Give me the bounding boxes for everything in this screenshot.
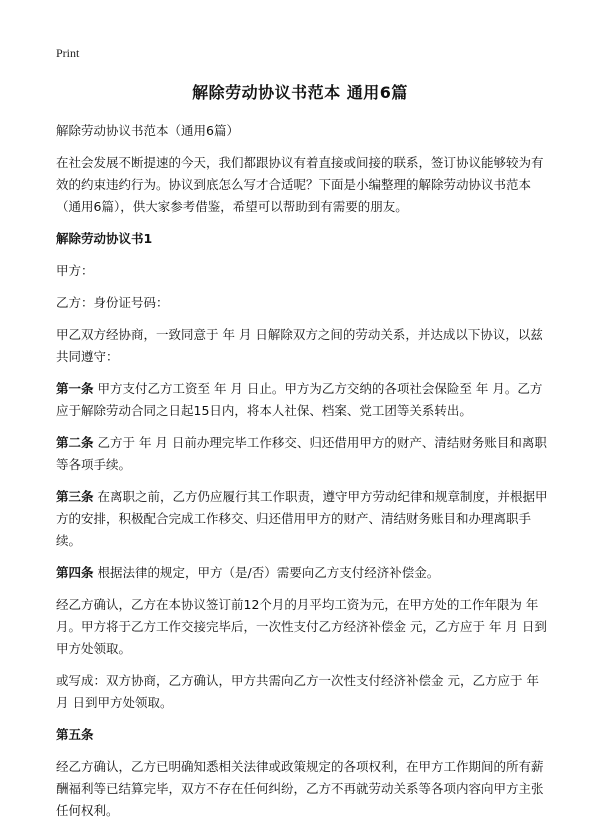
article-5-heading: 第五条 bbox=[56, 727, 94, 742]
article-5-paragraph: 经乙方确认，乙方已明确知悉相关法律或政策规定的各项权利，在甲方工作期间的所有薪酬福利等已结算完毕，双方不存在任何纠纷，乙方不再就劳动关系等各项内容向甲方主张任何权利。 bbox=[56, 759, 544, 818]
intro-paragraph: 在社会发展不断提速的今天，我们都跟协议有着直接或间接的联系，签订协议能够较为有效的约束违约行为。协议到底怎么写才合适呢？下面是小编整理的解除劳动协议书范本（通用6篇），供大家参考借鉴，希望可以帮助到有需要的朋友。 bbox=[56, 155, 544, 214]
article-3 bbox=[56, 486, 550, 552]
section-heading: 解除劳动协议书1 bbox=[56, 231, 153, 246]
article-4 bbox=[56, 562, 550, 584]
article-text: 根据法律的规定，甲方（是/否）需要向乙方支付经济补偿金。 bbox=[93, 565, 440, 580]
article-label: 第三条 bbox=[56, 489, 94, 504]
article-label: 第二条 bbox=[56, 435, 94, 450]
page-title: 解除劳动协议书范本 通用6篇 bbox=[192, 83, 408, 102]
party-b-line: 乙方：身份证号码： bbox=[56, 295, 169, 310]
article-label: 第一条 bbox=[56, 381, 94, 396]
article-1 bbox=[56, 378, 550, 422]
article-text: 乙方于 年 月 日前办理完毕工作移交、归还借用甲方的财产、清结财务账目和离职等各项手续。 bbox=[56, 435, 547, 472]
party-a-line: 甲方： bbox=[56, 263, 94, 278]
article-text: 甲方支付乙方工资至 年 月 日止。甲方为乙方交纳的各项社会保险至 年 月。乙方应于解除劳动合同之日起15日内，将本人社保、档案、党工团等关系转出。 bbox=[56, 381, 543, 418]
compensation-paragraph: 经乙方确认，乙方在本协议签订前12个月的月平均工资为元，在甲方处的工作年限为 年 月。甲方将于乙方工作交接完毕后，一次性支付乙方经济补偿金 元，乙方应于 年 月 日到甲方处领取。 bbox=[56, 597, 547, 656]
article-2 bbox=[56, 432, 550, 476]
print-link[interactable]: Print bbox=[56, 46, 80, 60]
document-body bbox=[56, 120, 550, 832]
agreement-intro-paragraph: 甲乙双方经协商，一致同意于 年 月 日解除双方之间的劳动关系，并达成以下协议，以兹共同遵守： bbox=[56, 327, 543, 364]
document-subtitle: 解除劳动协议书范本（通用6篇） bbox=[56, 123, 239, 138]
article-label: 第四条 bbox=[56, 565, 94, 580]
article-text: 在离职之前，乙方仍应履行其工作职责，遵守甲方劳动纪律和规章制度，并根据甲方的安排，积极配合完成工作移交、归还借用甲方的财产、清结财务账目和办理离职手续。 bbox=[56, 489, 548, 548]
alternative-paragraph: 或写成：双方协商，乙方确认，甲方共需向乙方一次性支付经济补偿金 元，乙方应于 年 月 日到甲方处领取。 bbox=[56, 673, 539, 710]
